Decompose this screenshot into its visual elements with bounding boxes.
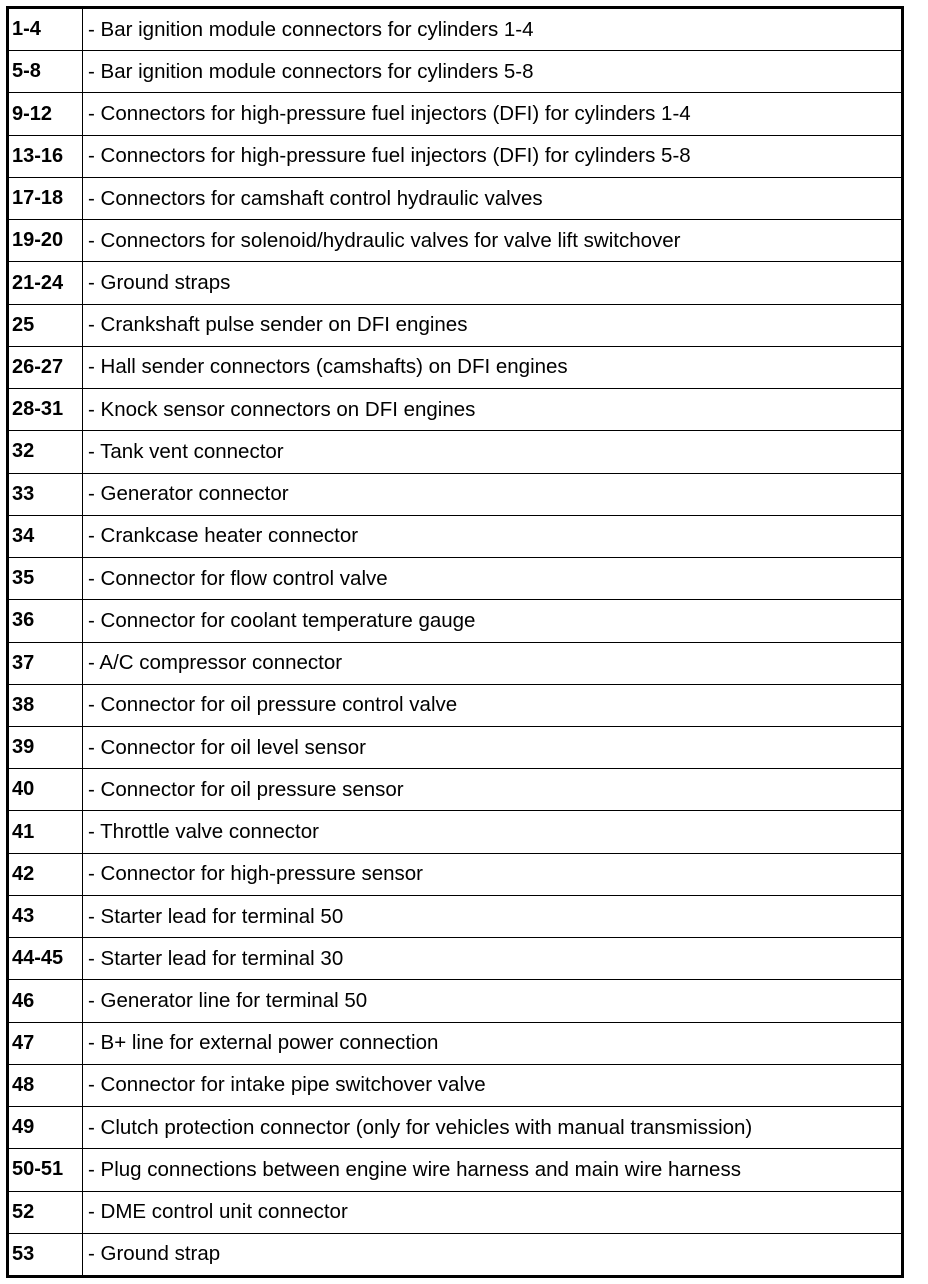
item-description: - Connectors for camshaft control hydraulic valves (88, 186, 543, 210)
table-row (9, 769, 901, 811)
item-description: - Connector for oil pressure control valve (88, 693, 458, 717)
table-row (9, 1107, 901, 1149)
item-description: - Bar ignition module connectors for cylinders 1-4 (88, 17, 534, 41)
table-row (9, 1023, 901, 1065)
item-description: - A/C compressor connector (88, 651, 343, 675)
item-description: - Connector for high-pressure sensor (88, 862, 423, 886)
item-description: - B+ line for external power connection (88, 1031, 439, 1055)
item-description: - Hall sender connectors (camshafts) on DFI engines (88, 355, 568, 379)
item-number: 13-16 (9, 136, 83, 177)
table-row (9, 347, 901, 389)
table-row (9, 1149, 901, 1191)
table-row (9, 1192, 901, 1234)
item-number: 50-51 (9, 1149, 83, 1190)
table-row (9, 1065, 901, 1107)
item-description: - Ground strap (88, 1242, 221, 1266)
item-description: - Throttle valve connector (88, 820, 319, 844)
table-row (9, 727, 901, 769)
table-row (9, 305, 901, 347)
item-number: 48 (9, 1065, 83, 1106)
item-number: 37 (9, 643, 83, 684)
item-description: - Plug connections between engine wire harness and main wire harness (88, 1157, 741, 1181)
item-number: 35 (9, 558, 83, 599)
item-number: 44-45 (9, 938, 83, 979)
table-row (9, 178, 901, 220)
item-description: - Crankshaft pulse sender on DFI engines (88, 313, 468, 337)
item-description: - Connectors for solenoid/hydraulic valves for valve lift switchover (88, 228, 681, 252)
item-number: 28-31 (9, 389, 83, 430)
table-row (9, 9, 901, 51)
table-row (9, 854, 901, 896)
item-description: - Generator line for terminal 50 (88, 989, 368, 1012)
table-row (9, 811, 901, 853)
table-row (9, 431, 901, 473)
table-row (9, 51, 901, 93)
item-description: - Starter lead for terminal 30 (88, 946, 344, 970)
item-description: - Crankcase heater connector (88, 524, 359, 548)
item-description: - Clutch protection connector (only for vehicles with manual transmission) (88, 1115, 753, 1139)
item-number: 9-12 (9, 93, 83, 134)
item-description: - Knock sensor connectors on DFI engines (88, 397, 476, 421)
table-row (9, 136, 901, 178)
table-row (9, 1234, 901, 1275)
item-number: 46 (9, 980, 83, 1021)
item-number: 42 (9, 854, 83, 895)
table-row (9, 643, 901, 685)
table-row (9, 896, 901, 938)
table-row (9, 474, 901, 516)
item-description: - Connector for flow control valve (88, 566, 388, 590)
item-number: 25 (9, 305, 83, 346)
item-description: - Connectors for high-pressure fuel injectors (DFI) for cylinders 1-4 (88, 102, 691, 126)
item-number: 40 (9, 769, 83, 810)
item-description: - Bar ignition module connectors for cylinders 5-8 (88, 59, 534, 83)
item-description: - Connector for oil level sensor (88, 735, 367, 759)
item-description: - Generator connector (88, 482, 289, 506)
item-number: 52 (9, 1192, 83, 1233)
item-number: 39 (9, 727, 83, 768)
table-row (9, 938, 901, 980)
item-description: - Connector for oil pressure sensor (88, 777, 404, 801)
table-row (9, 980, 901, 1022)
item-number: 21-24 (9, 262, 83, 303)
item-number: 1-4 (9, 9, 83, 50)
table-row (9, 220, 901, 262)
item-description: - Connector for intake pipe switchover valve (88, 1073, 486, 1097)
connector-legend-table (6, 6, 904, 1278)
item-description: - Connectors for high-pressure fuel injectors (DFI) for cylinders 5-8 (88, 144, 691, 168)
item-number: 32 (9, 431, 83, 472)
table-row (9, 516, 901, 558)
item-description: - Connector for coolant temperature gauge (88, 608, 476, 632)
item-description: - Tank vent connector (88, 439, 284, 463)
item-number: 5-8 (9, 51, 83, 92)
item-number: 41 (9, 811, 83, 852)
item-number: 19-20 (9, 220, 83, 261)
table-row (9, 685, 901, 727)
table-row (9, 262, 901, 304)
table-row (9, 93, 901, 135)
item-description: - DME control unit connector (88, 1200, 348, 1224)
item-number: 53 (9, 1234, 83, 1275)
item-number: 26-27 (9, 347, 83, 388)
item-number: 38 (9, 685, 83, 726)
item-number: 17-18 (9, 178, 83, 219)
item-number: 43 (9, 896, 83, 937)
item-number: 49 (9, 1107, 83, 1148)
item-number: 34 (9, 516, 83, 557)
table-row (9, 600, 901, 642)
table-row (9, 389, 901, 431)
item-number: 36 (9, 600, 83, 641)
item-description: - Ground straps (88, 271, 231, 295)
item-description: - Starter lead for terminal 50 (88, 904, 344, 928)
table-row (9, 558, 901, 600)
item-number: 47 (9, 1023, 83, 1064)
item-number: 33 (9, 474, 83, 515)
